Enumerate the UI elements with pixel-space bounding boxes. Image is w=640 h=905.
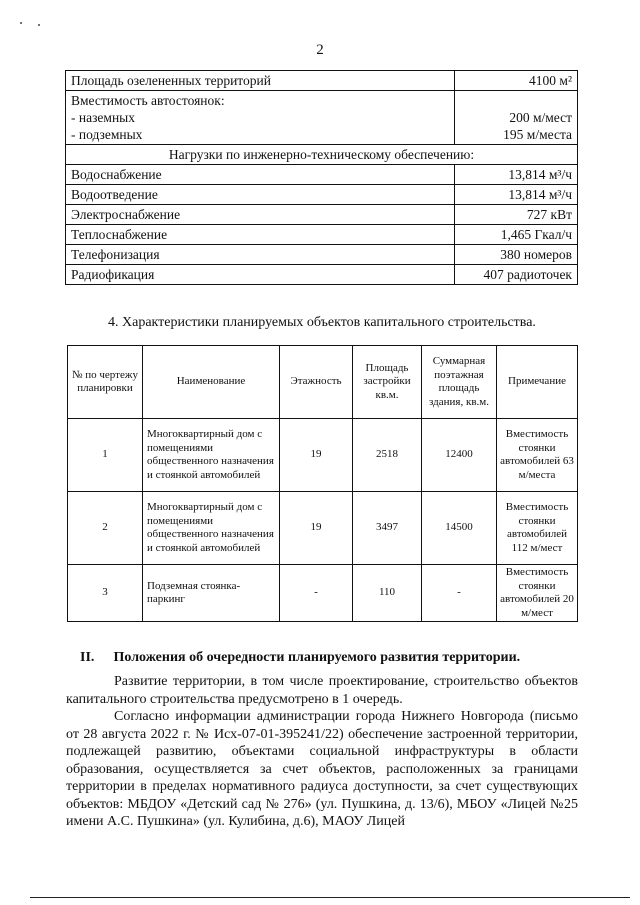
objects-table — [67, 345, 578, 622]
scan-speck — [20, 22, 22, 24]
table-cell: Многоквартирный дом с помещениями общественного назначения и стоянкой автомобилей — [143, 492, 280, 565]
param-value: 407 радиоточек — [455, 265, 578, 285]
section-heading — [80, 650, 520, 666]
param-label: Теплоснабжение — [66, 225, 455, 245]
section-number: II. — [80, 650, 95, 665]
column-header: Наименование — [143, 346, 280, 419]
param-label: Электроснабжение — [66, 205, 455, 225]
table-row — [66, 145, 578, 165]
table-cell: - — [280, 565, 353, 622]
table-cell: Многоквартирный дом с помещениями общественного назначения и стоянкой автомобилей — [143, 419, 280, 492]
table-header-row — [68, 346, 578, 419]
column-header: Суммарная поэтажная площадь здания, кв.м. — [422, 346, 497, 419]
param-value: 1,465 Гкал/ч — [455, 225, 578, 245]
table-cell: 19 — [280, 419, 353, 492]
page-bottom-rule — [30, 897, 630, 898]
section-title: Положения об очередности планируемого развития территории. — [113, 650, 521, 665]
table-row — [68, 492, 578, 565]
table-cell: Вместимость стоянки автомобилей 63 м/места — [497, 419, 578, 492]
param-label: Радиофикация — [66, 265, 455, 285]
table-row — [66, 265, 578, 285]
table-row — [66, 245, 578, 265]
table-cell: 1 — [68, 419, 143, 492]
column-header: № по чертежу планировки — [68, 346, 143, 419]
section-4-title: 4. Характеристики планируемых объектов капитального строительства. — [108, 315, 536, 330]
table-cell: 3497 — [353, 492, 422, 565]
paragraph: Согласно информации администрации города Нижнего Новгорода (письмо от 28 августа 2022 г. № Исх-07-01-395241/22) обеспечение застроенной территории, подлежащей развитию, объектами социальной инфраструктуры в области образования, осуществляется за счет объектов, расположенных за границами территории в пределах нормативного радиуса доступности, за счет существующих объектов: МБДОУ «Детский сад № 276» (ул. Пушкина, д. 13/6), МБОУ «Лицей №25 имени А.С. Пушкина» (ул. Кулибина, д.6), МАОУ Лицей — [66, 709, 578, 829]
table-cell: 2518 — [353, 419, 422, 492]
loads-header: Нагрузки по инженерно-техническому обеспечению: — [66, 145, 578, 165]
paragraph: Развитие территории, в том числе проектирование, строительство объектов капитального строительства предусмотрено в 1 очередь. — [66, 674, 578, 707]
table-cell: 14500 — [422, 492, 497, 565]
table-row — [68, 419, 578, 492]
param-label: Водоотведение — [66, 185, 455, 205]
param-value: 4100 м² — [455, 71, 578, 91]
table-cell: 19 — [280, 492, 353, 565]
param-value: 727 кВт — [455, 205, 578, 225]
parameters-table — [65, 70, 578, 285]
page-number: 2 — [316, 42, 324, 58]
column-header: Этажность — [280, 346, 353, 419]
column-header: Примечание — [497, 346, 578, 419]
param-value: 13,814 м³/ч — [455, 165, 578, 185]
param-value: 13,814 м³/ч — [455, 185, 578, 205]
paragraph-block — [66, 673, 578, 831]
param-value: 200 м/мест 195 м/места — [455, 91, 578, 145]
param-label: Водоснабжение — [66, 165, 455, 185]
table-cell: Вместимость стоянки автомобилей 20 м/мест — [497, 565, 578, 622]
table-row — [66, 71, 578, 91]
table-cell: 12400 — [422, 419, 497, 492]
table-row — [66, 185, 578, 205]
param-label: Телефонизация — [66, 245, 455, 265]
table-cell: Вместимость стоянки автомобилей 112 м/мест — [497, 492, 578, 565]
table-cell: 110 — [353, 565, 422, 622]
table-row — [68, 565, 578, 622]
table-cell: 3 — [68, 565, 143, 622]
table-row — [66, 225, 578, 245]
param-label: Площадь озелененных территорий — [66, 71, 455, 91]
scan-speck — [38, 24, 40, 26]
param-value: 380 номеров — [455, 245, 578, 265]
table-cell: Подземная стоянка-паркинг — [143, 565, 280, 622]
table-row — [66, 165, 578, 185]
table-cell: - — [422, 565, 497, 622]
table-cell: 2 — [68, 492, 143, 565]
column-header: Площадь застройки кв.м. — [353, 346, 422, 419]
table-row — [66, 205, 578, 225]
param-label: Вместимость автостоянок: - наземных - подземных — [66, 91, 455, 145]
table-row — [66, 91, 578, 145]
